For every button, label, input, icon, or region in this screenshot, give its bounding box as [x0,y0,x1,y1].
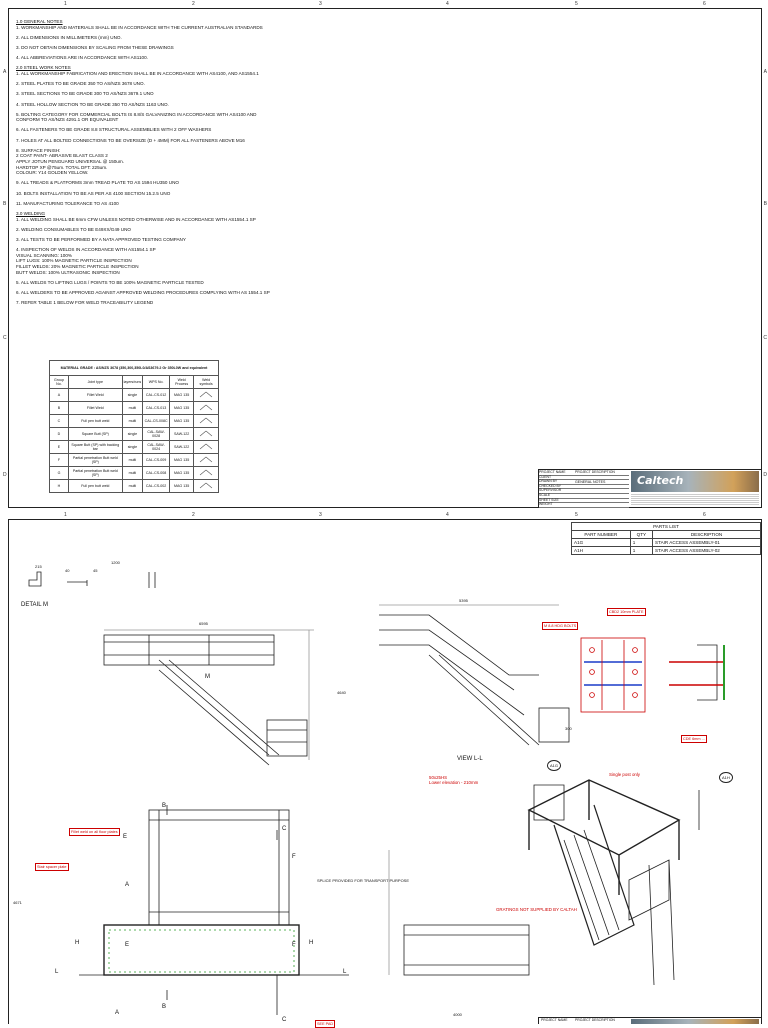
part-number: A1G [572,539,631,547]
part-qty: 1 [630,539,652,547]
notes-heading: 3.0 WELDING [16,210,46,216]
drawing-canvas [9,520,763,1025]
ruler-label: 6 [703,1,706,7]
weld-table-cell: E [50,441,69,454]
note-item: 7. REFER TABLE 1 BELOW FOR WELD TRACEABILITY LEGEND [16,300,154,306]
note-item: 3. STEEL SECTIONS TO BE GRADE 300 TO AS/NZS 3679.1 UNO [16,91,154,97]
section-letter: L [55,969,59,975]
title-block-field: WEIGHT [539,502,629,508]
note-item: 3. DO NOT OBTAIN DIMENSIONS BY SCALING FROM THESE DRAWINGS [16,44,174,50]
parts-header: QTY [630,531,652,539]
weld-table-header: Group No. [50,376,69,389]
revision-table [631,494,759,506]
title-block-field: PROJECT NAME [541,1018,568,1022]
note-item: 9. ALL TREADS & PLATFORMS 3mm TREAD PLATE TO AS 1594 HU350 UNO [16,180,179,186]
weld-table-cell: A [50,389,69,402]
weld-traceability-table [49,360,219,493]
weld-table-cell: single [122,441,143,454]
weld-table-cell: D [50,428,69,441]
row-marker: C [3,335,7,341]
section-letter: H [75,940,80,946]
notes-heading: 1.0 GENERAL NOTES [16,19,63,24]
weld-table-cell: CAL-CS-013 [143,402,170,415]
weld-table-cell: MAG 135 [170,467,194,480]
sheet-title: GENERAL NOTES [575,480,606,484]
weld-table-cell [194,428,219,441]
weld-table-cell: CAL-SAW-0028 [143,428,170,441]
ruler-label: 5 [575,1,578,7]
section-letter: A [115,1010,120,1016]
splice-note: SPLICE PROVIDED FOR TRANSPORT PURPOSE [317,878,410,883]
part-description: STAIR ACCESS ASSEMBLY-01 [653,539,761,547]
row-marker: A [3,69,7,75]
weld-table-cell: CAL-CS-009 [143,454,170,467]
part-number: A1H [572,547,631,555]
dimension-label: 45 [93,568,98,573]
weld-table-cell: F [50,454,69,467]
weld-table-cell: MAG 135 [170,480,194,493]
ruler-label: 1 [64,1,67,7]
callout-fillet-weld: Fillet weld on all floor plates [71,830,118,834]
weld-table-cell: SAW-122 [170,441,194,454]
section-letter: B [162,1004,167,1010]
part-description: STAIR ACCESS ASSEMBLY-02 [653,547,761,555]
ruler-label: 4 [446,1,449,7]
table-row [50,389,219,402]
weld-table-cell: CAL-CS-002 [143,480,170,493]
note-item: 10. BOLTS INSTALLATION TO BE AS PER AS 4100 SECTION 15.2.5 UNO [16,190,171,196]
weld-table-cell: MAG 135 [170,389,194,402]
title-block-field: DRAWN BY [539,479,629,485]
table-row [50,441,219,454]
balloon-a1h: A1H [719,772,733,783]
assembly-drawing-sheet [8,512,762,1026]
weld-table-header: Weld symbols [194,376,219,389]
note-item: 1. ALL WELDING SHALL BE 6mm CFW UNLESS NOTED OTHERWISE AND IN ACCORDANCE WITH AS1554.1 SP [16,216,256,222]
weld-table-cell: CAL-CS-008C [143,415,170,428]
caltech-logo [631,471,759,492]
title-block-field: SUPERVISOR [539,488,629,494]
parts-list-title: PARTS LIST [572,523,761,531]
note-item: 1. ALL WORKMANSHIP FABRICATION AND ERECTION SHALL BE IN ACCORDANCE WITH AS4100, AND AS1554.1 [16,70,259,76]
ruler-label: 3 [319,512,322,518]
title-block-field: CHECKED BY [539,484,629,490]
logo-text: Caltech [637,474,684,487]
notes-heading: 2.0 STEEL WORK NOTES [16,65,71,71]
note-item: 6. ALL FASTENERS TO BE GRADE 8.8 STRUCTURAL ASSEMBLIES WITH 2 OFF WASHERS [16,127,212,133]
dimension-label: 4671 [13,900,22,905]
note-item: 2. ALL DIMENSIONS IN MILLIMETERS (mm) UNO. [16,34,122,40]
title-block-field: SHEET SIZE [539,498,629,504]
dimension-label: 4000 [453,1012,462,1017]
weld-table-cell: multi [122,402,143,415]
project-description: PROJECT DESCRIPTION [575,1018,615,1022]
title-block-field: CLIENT [539,475,629,481]
column-ruler-top [9,2,761,7]
note-item: 11. MANUFACTURING TOLERANCE TO AS 4100 [16,200,119,206]
title-block-field: PROJECT NAME [539,470,629,476]
weld-table-cell: Full pen butt weld [68,480,122,493]
dimension-label: 215 [35,564,42,569]
weld-table-cell [194,402,219,415]
weld-table-cell: Fillet Weld [68,389,122,402]
weld-table-cell [194,389,219,402]
table-row [50,467,219,480]
section-letter: A [125,882,130,888]
rhs-note: 50x25HS Lower elevation - 210mm [429,775,479,785]
weld-table-cell: Square Butt (SP) [68,428,122,441]
note-item: 4. INSPECTION OF WELDS IN ACCORDANCE WITH AS1554.1 SP VISUAL SCANNING: 100% LIFT LUGS: 100% MAGNETIC PARTICLE INSPECTION FILLET WELDS: 20% MAGNETIC PARTICLE INSPECTION BUTT WELDS: 100% ULTRASONIC INSPECTION [16,247,156,275]
ruler-label: 6 [703,512,706,518]
row-marker: C [763,335,767,341]
single-post-note: Single post only [609,772,640,777]
note-item: 4. STEEL HOLLOW SECTION TO BE GRADE 350 TO AS/NZS 1163 UNO. [16,101,169,107]
column-ruler-top [9,513,761,518]
weld-table-cell: Fillet Weld [68,402,122,415]
view-label: VIEW L-L [457,756,483,762]
weld-table-cell: MAG 135 [170,415,194,428]
note-item: 7. HOLES AT ALL BOLTED CONNECTIONS TO BE OVERSIZE (D + 4MM) FOR ALL FASTENERS ABOVE M16 [16,137,245,143]
row-marker: D [763,472,767,478]
dimension-label: 40 [65,568,70,573]
callout-bolts: M 8.8 HDG BOLTS [544,624,577,628]
ruler-label: 5 [575,512,578,518]
table-row [50,402,219,415]
section-letter: F [292,942,296,948]
ruler-label: 2 [192,512,195,518]
callout-spacer: Stair spacer plate [37,865,67,869]
weld-table-cell: multi [122,480,143,493]
general-notes-sheet [3,1,767,508]
weld-table-cell [194,454,219,467]
project-description: PROJECT DESCRIPTION [575,470,615,474]
section-letter: E [125,942,130,948]
weld-table-cell: CAL-CS-008 [143,467,170,480]
note-item: 5. BOLTING CATEGORY FOR COMMERCIAL BOLTS IS 8.8/S GALVANIZING IN ACCORDANCE WITH AS4100 AND CONFORM TO AS/NZS 4291.1 OR EQUIVALENT [16,111,257,123]
gratings-note: GRATINGS NOT SUPPLIED BY CALTAH [496,907,577,912]
row-marker: A [763,69,767,75]
title-block-field: SCALE [539,493,629,499]
weld-table-header: layers/runs [122,376,143,389]
row-marker: D [3,472,7,478]
weld-table-cell: Partial penetration Butt weld (SP) [68,454,122,467]
table-row [50,428,219,441]
parts-header: DESCRIPTION [653,531,761,539]
weld-table-cell: single [122,389,143,402]
weld-table-cell: Partial penetration Butt weld (SP) [68,467,122,480]
ruler-label: 1 [64,512,67,518]
ruler-label: 4 [446,512,449,518]
part-qty: 1 [630,547,652,555]
weld-table-cell [194,480,219,493]
section-letter: H [309,940,314,946]
callout-pad: SEE PAD [317,1022,334,1026]
table-row [50,454,219,467]
callout-cde: CDE 6mm ... [683,737,705,741]
section-letter: B [162,803,167,809]
weld-table-cell: MAG 135 [170,454,194,467]
note-item: 4. ALL ABBREVIATIONS ARE IN ACCORDANCE WITH AS1100. [16,55,148,61]
weld-table-cell: multi [122,467,143,480]
callout-plate: CBD2 10mm PLATE [609,610,644,614]
detail-label: DETAIL M [21,602,49,608]
note-item: 2. WELDING CONSUMABLES TO BE E49XX/G49 UNO [16,226,131,232]
section-letter: C [282,1017,287,1023]
ruler-label: 3 [319,1,322,7]
note-item: 8. SURFACE FINISH: 2 COAT PAINT- ABRASIVE BLAST CLASS 2 APPLY JOTUN PENGUARD UNIVERSAL @ 150um. HARDTOP XP @75um. TOTAL DFT: 225um. COLOUR: Y14 GOLDEN YELLOW. [16,147,124,176]
note-item: 3. ALL TESTS TO BE PERFORMED BY A NATA APPROVED TESTING COMPANY [16,236,186,242]
section-letter: E [123,834,128,840]
dimension-label: 300 [565,726,572,731]
row-marker: B [3,201,7,207]
balloon-a1g: A1G [547,760,561,771]
note-item: 2. STEEL PLATES TO BE GRADE 350 TO AS/NZS 3678 UNO. [16,81,145,87]
weld-table-cell: H [50,480,69,493]
row-marker: B [763,201,767,207]
caltech-logo [631,1019,759,1024]
weld-table-cell: Full pen butt weld [68,415,122,428]
weld-table-cell: C [50,415,69,428]
weld-table-header: Weld Process [170,376,194,389]
note-item: 5. ALL WELDS TO LIFTING LUGS / POINTS TO BE 100% MAGNETIC PARTICLE TESTED [16,279,204,285]
weld-table-cell: multi [122,415,143,428]
weld-table-cell: CAL-CS-012 [143,389,170,402]
parts-header: PART NUMBER [572,531,631,539]
section-letter: M [205,674,210,680]
dimension-label: 6595 [199,621,208,626]
dimension-label: 4640 [337,690,346,695]
weld-table-cell: CAL-SAW-0024 [143,441,170,454]
weld-table-cell: SAW-122 [170,428,194,441]
weld-table-cell: MAG 135 [170,402,194,415]
notes-block [16,17,316,310]
table-row [50,415,219,428]
weld-table-cell: single [122,428,143,441]
weld-table-cell [194,467,219,480]
weld-table-cell: Square Butt (SP) with backing bar [68,441,122,454]
dimension-label: 1200 [111,560,120,565]
dimension-label: 5395 [459,598,468,603]
note-item: 1. WORKMANSHIP AND MATERIALS SHALL BE IN ACCORDANCE WITH THE CURRENT AUSTRALIAN STANDARDS [16,24,263,30]
section-letter: L [343,969,347,975]
weld-table-cell: G [50,467,69,480]
weld-table-header: WPS No. [143,376,170,389]
weld-table-cell: B [50,402,69,415]
weld-table-header: Joint type [68,376,122,389]
weld-table-title: MATERIAL GRADE : AS/NZS 3678 (350,300,350L0/AS3679.2 Gr 350L0W and equivalent [50,361,219,376]
title-block [538,469,761,507]
section-letter: C [282,826,287,832]
ruler-label: 2 [192,1,195,7]
title-block-partial [538,1017,761,1024]
table-row [50,480,219,493]
note-item: 6. ALL WELDERS TO BE APPROVED AGAINST APPROVED WELDING PROCEDURES COMPLYING WITH AS 1554.1 SP [16,289,270,295]
weld-table-cell [194,415,219,428]
weld-table-cell [194,441,219,454]
weld-table-cell: multi [122,454,143,467]
section-letter: F [292,854,296,860]
